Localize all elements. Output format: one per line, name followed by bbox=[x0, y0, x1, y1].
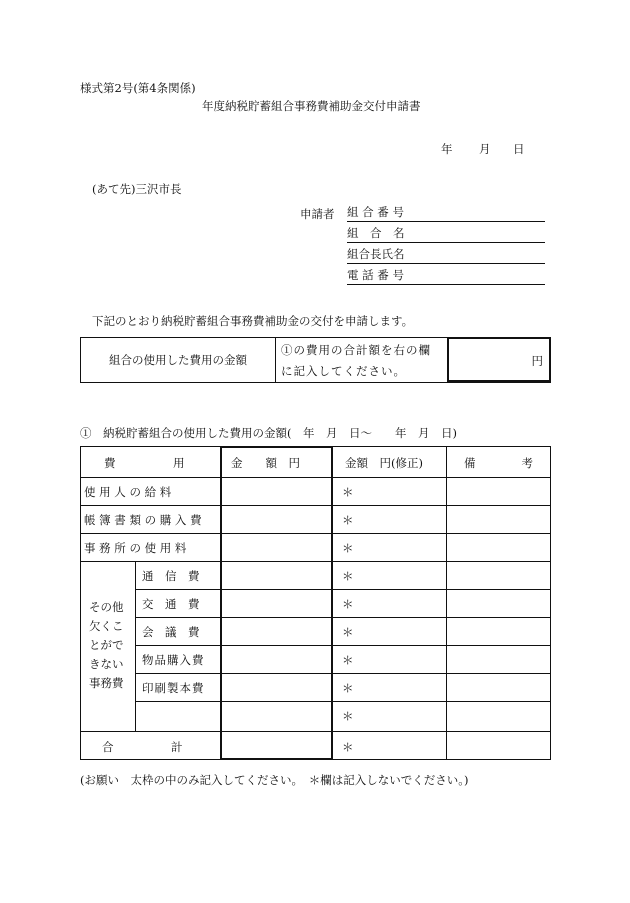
asterisk-mark: ＊ bbox=[342, 597, 354, 611]
group-label-line: 事務費 bbox=[89, 676, 124, 690]
row-meeting-label: 会 議 費 bbox=[142, 625, 200, 639]
header-amount: 金 額 円 bbox=[231, 456, 300, 470]
row-total-label: 合 計 bbox=[102, 740, 183, 754]
row-line bbox=[135, 617, 551, 618]
asterisk-mark: ＊ bbox=[342, 709, 354, 723]
union-number-label: 組 合 番 号 bbox=[347, 205, 404, 219]
expense-table bbox=[80, 446, 551, 760]
union-name-field[interactable] bbox=[347, 225, 545, 243]
summary-total-amount-field[interactable] bbox=[447, 337, 551, 382]
asterisk-mark: ＊ bbox=[342, 740, 354, 754]
union-head-name-field[interactable] bbox=[347, 246, 545, 264]
document-title: 年度納税貯蓄組合事務費補助金交付申請書 bbox=[202, 99, 421, 113]
asterisk-mark: ＊ bbox=[342, 541, 354, 555]
row-communication-label: 通 信 費 bbox=[142, 569, 200, 583]
row-line bbox=[135, 701, 551, 702]
phone-number-field[interactable] bbox=[347, 267, 545, 285]
header-remarks: 備 考 bbox=[464, 456, 533, 470]
asterisk-mark: ＊ bbox=[342, 681, 354, 695]
summary-instruction-line2: に記入してください。 bbox=[281, 364, 406, 378]
header-expense: 費 用 bbox=[104, 456, 185, 470]
union-name-label: 組 合 名 bbox=[347, 226, 405, 240]
asterisk-mark: ＊ bbox=[342, 625, 354, 639]
union-head-name-label: 組合長氏名 bbox=[347, 247, 405, 261]
row-line bbox=[135, 673, 551, 674]
summary-yen-unit: 円 bbox=[531, 354, 543, 368]
applicant-label: 申請者 bbox=[300, 207, 335, 221]
table-border-left bbox=[80, 446, 81, 760]
row-supplies-label: 物品購入費 bbox=[142, 653, 205, 667]
other-expenses-group-label bbox=[89, 598, 124, 693]
row-line bbox=[135, 589, 551, 590]
asterisk-mark: ＊ bbox=[342, 569, 354, 583]
phone-number-label: 電 話 番 号 bbox=[347, 268, 404, 282]
row-transportation-label: 交 通 費 bbox=[142, 597, 200, 611]
form-number: 様式第2号(第4条関係) bbox=[80, 81, 196, 95]
asterisk-mark: ＊ bbox=[342, 653, 354, 667]
intro-text: 下記のとおり納税貯蓄組合事務費補助金の交付を申請します。 bbox=[92, 314, 414, 328]
addressee: (あて先)三沢市長 bbox=[92, 182, 182, 196]
row-staff-salary-label: 使 用 人 の 給 料 bbox=[84, 485, 172, 499]
row-ledger-purchase-label: 帳 簿 書 類 の 購 入 費 bbox=[84, 513, 202, 527]
header-amount-corrected: 金額 円(修正) bbox=[345, 456, 423, 470]
table-border-right bbox=[550, 446, 551, 760]
group-label-line: その他 bbox=[89, 600, 124, 614]
row-office-rent-label: 事 務 所 の 使 用 料 bbox=[84, 541, 187, 555]
group-label-line: きない bbox=[89, 657, 124, 671]
date-year-label: 年 bbox=[441, 142, 453, 156]
group-label-line: 欠くこ bbox=[89, 619, 124, 633]
row-printing-label: 印刷製本費 bbox=[142, 681, 205, 695]
group-label-line: とがで bbox=[89, 638, 124, 652]
section-title: ① 納税貯蓄組合の使用した費用の金額( 年 月 日～ 年 月 日) bbox=[80, 426, 457, 440]
asterisk-mark: ＊ bbox=[342, 485, 354, 499]
column-line bbox=[135, 561, 136, 731]
union-number-field[interactable] bbox=[347, 204, 545, 222]
column-line bbox=[446, 446, 447, 760]
summary-label: 組合の使用した費用の金額 bbox=[81, 338, 276, 382]
summary-table bbox=[80, 337, 551, 383]
summary-instruction bbox=[276, 340, 453, 382]
summary-instruction-line1: ①の費用の合計額を右の欄 bbox=[281, 343, 431, 357]
date-month-label: 月 bbox=[479, 142, 491, 156]
footer-note: (お願い 太枠の中のみ記入してください。 ＊欄は記入しないでください。) bbox=[80, 773, 469, 787]
asterisk-mark: ＊ bbox=[342, 513, 354, 527]
row-line bbox=[135, 645, 551, 646]
date-day-label: 日 bbox=[513, 142, 525, 156]
amount-input-column[interactable] bbox=[220, 446, 333, 760]
